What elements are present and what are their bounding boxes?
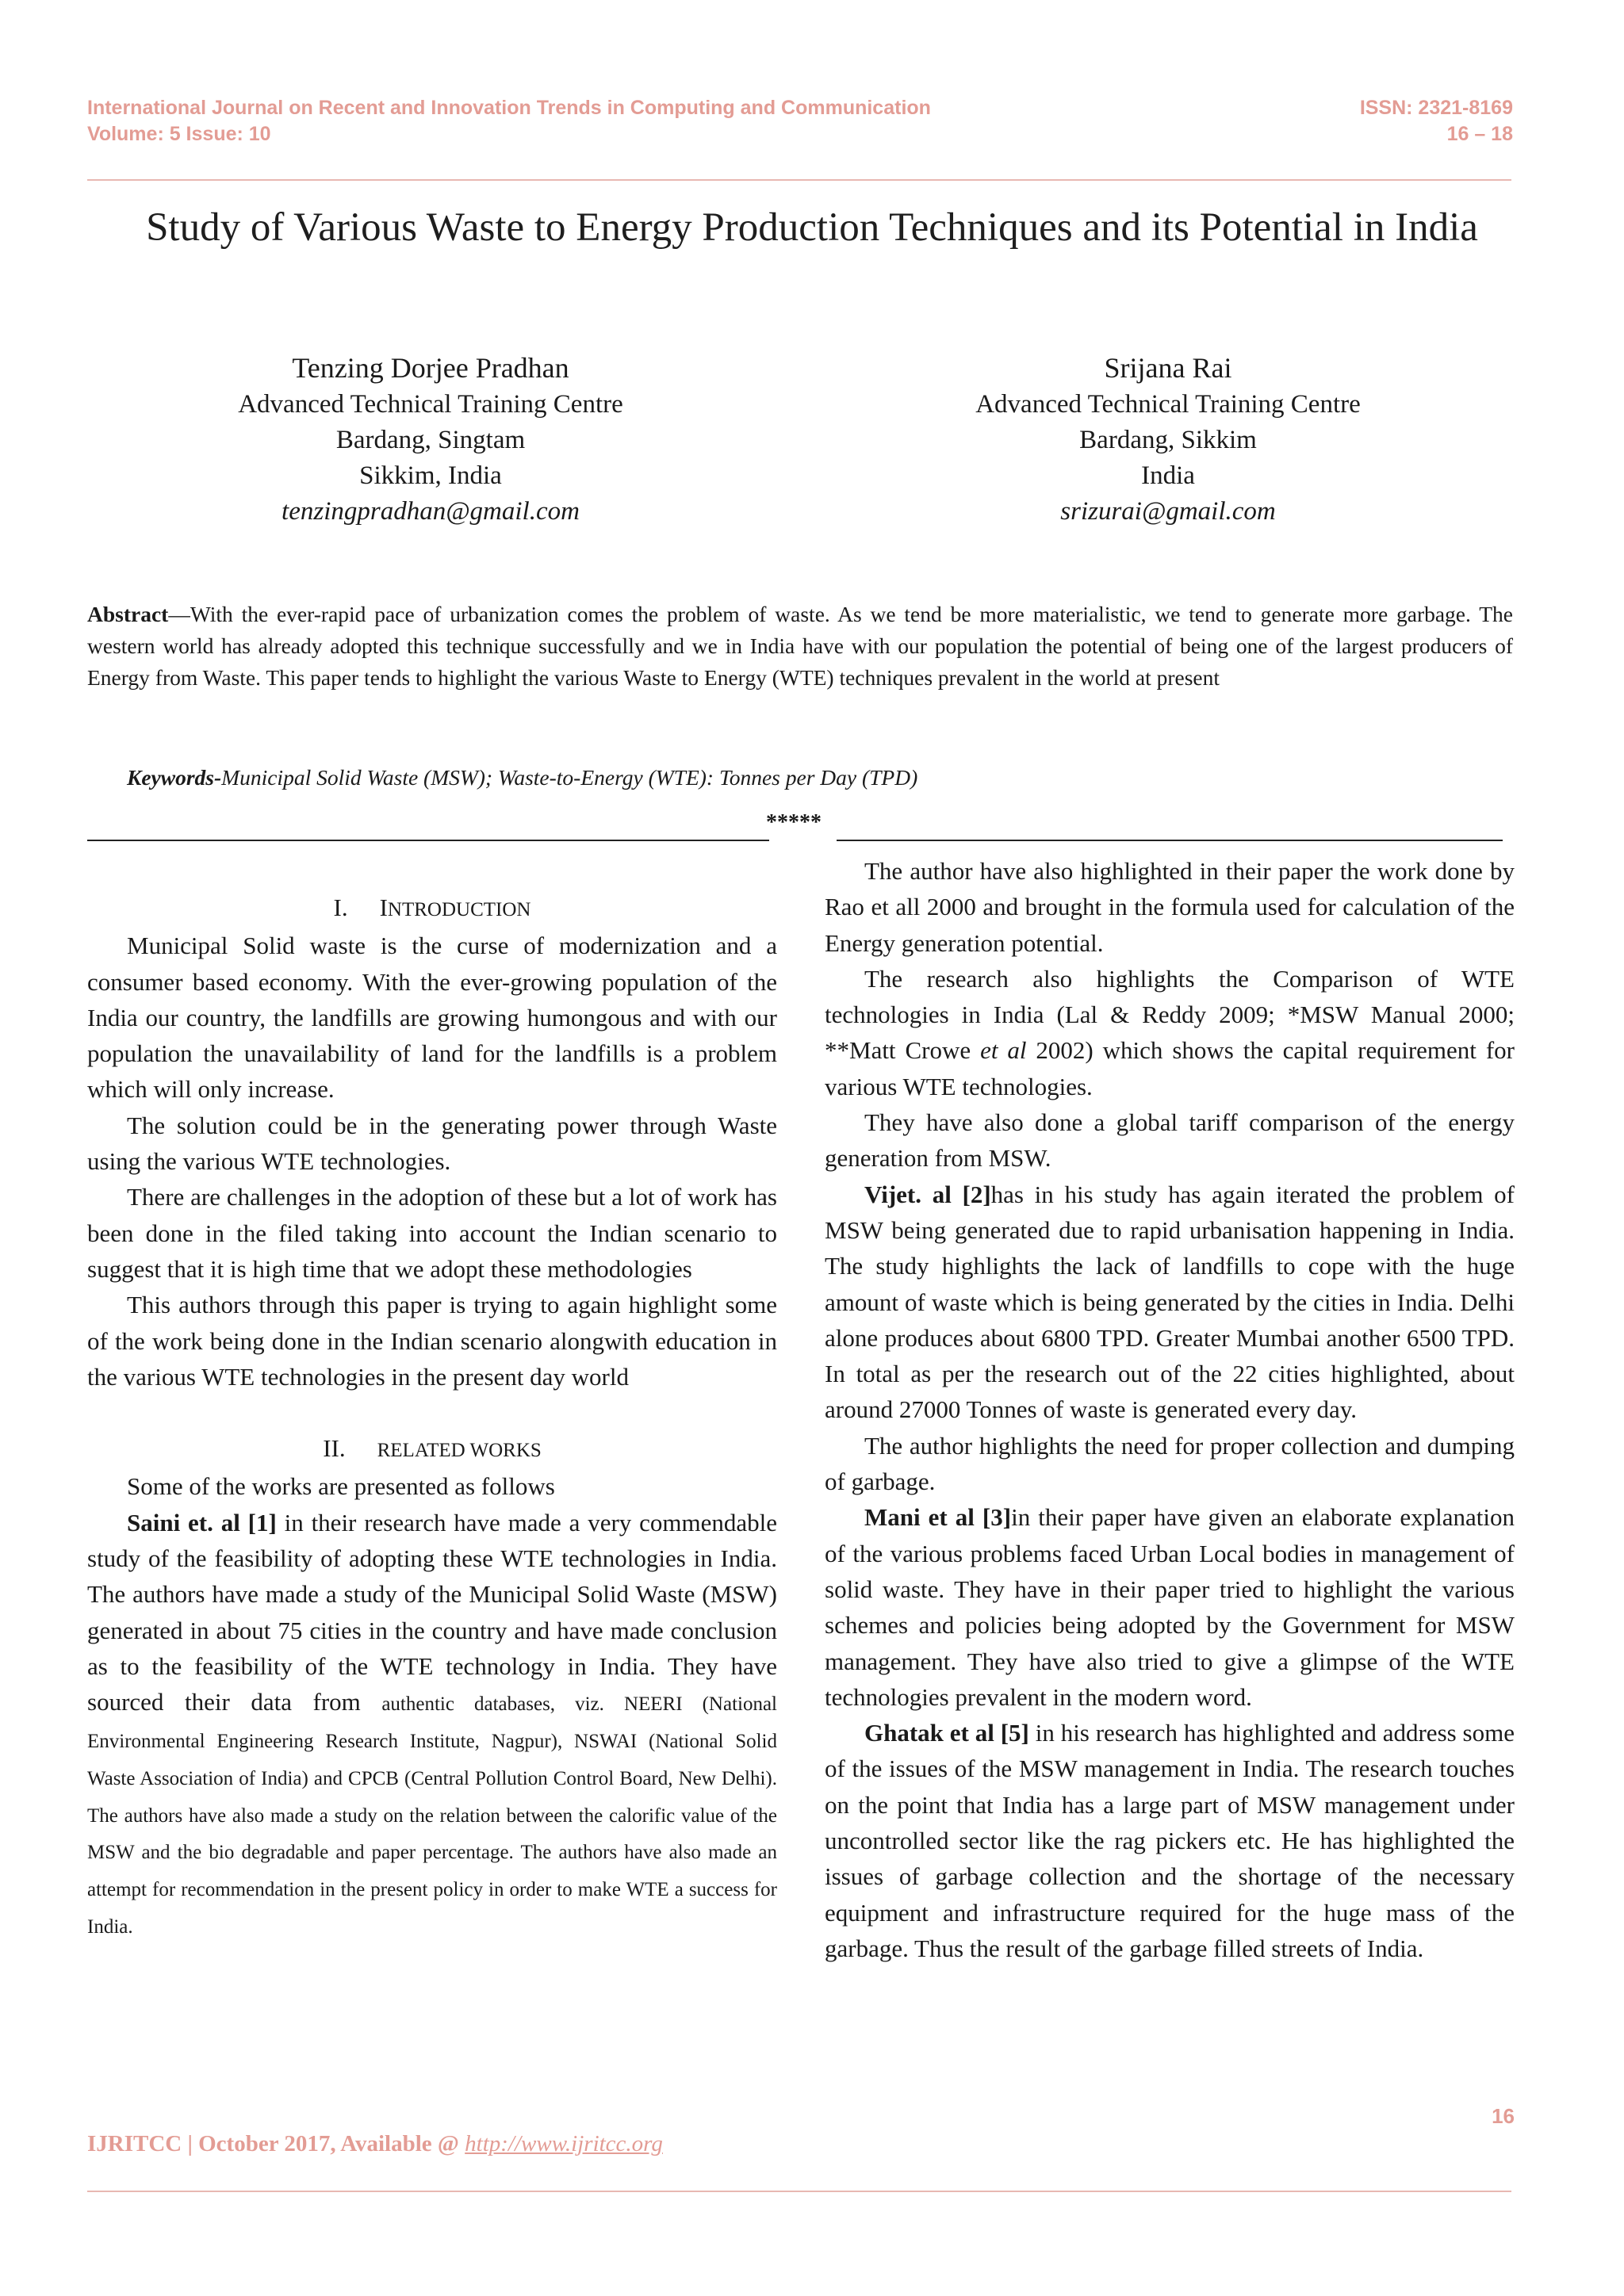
paragraph-text: The research also highlights the Comparison of WTE technologies in India (Lal & Reddy 2009; *MSW Manual 2000; **Matt Crowe [825,964,1515,1065]
author-block-2 [851,349,1485,530]
paragraph-text: in his research has highlighted and address some of the issues of the MSW management in India. The research touches on the point that India has a large part of MSW management under uncontrolled sector like the rag pickers etc. He has highlighted the issues of garbage collection and the shortage of the necessary equipment and infrastructure required for the huge mass of the garbage. Thus the result of the garbage filled streets of India. [825,1719,1515,1962]
keywords [127,762,917,794]
footer-rule [87,2191,1511,2192]
paragraph-text: in their paper have given an elaborate explanation of the various problems faced Urban Local bodies in management of solid waste. They have in their paper tried to highlight the various schemes and policies being adopted by the Government for MSW management. They have also tried to give a glimpse of the WTE technologies prevalent in the modern word. [825,1503,1515,1711]
section-title-initial: I [379,894,388,921]
separator-line-right [837,840,1503,841]
paper-title: Study of Various Waste to Energy Production Techniques and its Potential in India [146,205,1478,250]
paragraph-vijet [825,1177,1515,1428]
paragraph [825,961,1515,1104]
author-name: Tenzing Dorjee Pradhan [292,352,569,384]
paragraph: They have also done a global tariff comparison of the energy generation from MSW. [825,1108,1515,1173]
left-column [87,853,777,1944]
author-address: Bardang, Singtam [335,426,526,454]
paragraph-saini [87,1505,777,1944]
paragraph-text: has in his study has again iterated the problem of MSW being generated due to rapid urbanisation happening in India. The study highlights the lack of landfills to cope with the huge amount of waste which is being generated by the cities in India. Delhi alone produces about 6800 TPD. Greater Mumbai another 6500 TPD. In total as per the research out of the 22 cities highlighted, about around 27000 Tonnes of waste is generated every day. [825,1180,1515,1424]
section-number: I. [333,894,348,921]
footer [87,2131,663,2157]
paragraph-text-small: authentic databases, viz. NEERI (National Environmental Engineering Research Institute, Nagpur), NSWAI (National Solid Waste Association of India) and CPCB (Central Pollution Control Board, New Delhi). The authors have also made a study on the relation between the calorific value of the MSW and the bio degradable and paper percentage. The authors have also made an attempt for recommendation in the present policy in order to make WTE a success for India. [87,1693,778,1938]
author-block-1 [113,349,748,530]
citation-saini: Saini et. al [1] [127,1508,277,1536]
paragraph-text: 2002) which shows the capital requirement for various WTE technologies. [825,1036,1515,1100]
running-header-left [87,95,931,147]
page-number: 16 [1492,2104,1515,2128]
author-name: Srijana Rai [1104,352,1232,384]
footer-link[interactable]: http://www.ijritcc.org [465,2131,663,2156]
volume-issue: Volume: 5 Issue: 10 [87,123,271,145]
abstract-text: —With the ever-rapid pace of urbanization comes the problem of waste. As we tend be more materialistic, we tend to generate more garbage. The western world has already adopted this technique successfully and we in India have with our population the potential of being one of the largest producers of Energy from Waste. This paper tends to highlight the various Waste to Energy (WTE) techniques prevalent in the world at present [87,602,1513,690]
author-address: Sikkim, India [359,461,502,490]
page-range: 16 – 18 [1446,123,1513,145]
footer-text: IJRITCC | October 2017, Available @ [87,2131,465,2156]
right-column [825,853,1515,1966]
citation-vijet: Vijet. al [2] [864,1180,991,1208]
paragraph: The solution could be in the generating power through Waste using the various WTE technologies. [87,1111,777,1176]
header-rule [87,179,1511,181]
section-heading-introduction [87,890,777,928]
author-affiliation: Advanced Technical Training Centre [975,390,1361,419]
paragraph: The author highlights the need for proper collection and dumping of garbage. [825,1431,1515,1496]
author-address: India [1141,461,1195,490]
paragraph-italic: et al [980,1036,1027,1065]
section-number: II. [323,1434,346,1463]
paragraph: The author have also highlighted in their paper the work done by Rao et all 2000 and brought in the formula used for calculation of the Energy generation potential. [825,857,1515,957]
issn: ISSN: 2321-8169 [1359,97,1513,119]
citation-mani: Mani et al [3] [864,1503,1012,1532]
section-title-rest: NTRODUCTION [387,899,531,920]
citation-ghatak: Ghatak et al [5] [864,1719,1029,1747]
paragraph: There are challenges in the adoption of these but a lot of work has been done in the filed taking into account the Indian scenario to suggest that it is high time that we adopt these methodologies [87,1183,777,1283]
paragraph-ghatak [825,1715,1515,1966]
abstract [87,599,1513,694]
author-address: Bardang, Sikkim [1079,426,1257,454]
paragraph: Some of the works are presented as follows [127,1472,555,1501]
section-heading-related-works [87,1430,777,1468]
journal-name: International Journal on Recent and Innovation Trends in Computing and Communication [87,97,931,119]
separator-line-left [87,840,769,841]
separator-stars: ***** [766,810,822,835]
paragraph-text: in their research have made a very commendable study of the feasibility of adopting these WTE technologies in India. The authors have made a study of the Municipal Solid Waste (MSW) generated in about 75 cities in the country and have made conclusion as to the feasibility of the WTE technology in India. They have sourced their data from [87,1508,777,1716]
author-email: tenzingpradhan@gmail.com [282,497,580,526]
keywords-label: Keywords- [127,765,222,790]
paragraph: This authors through this paper is trying to again highlight some of the work being done in the Indian scenario alongwith education in the various WTE technologies in the present day world [87,1291,777,1391]
keywords-text: Municipal Solid Waste (MSW); Waste-to-Energy (WTE): Tonnes per Day (TPD) [221,765,918,790]
author-affiliation: Advanced Technical Training Centre [238,390,623,419]
paragraph: Municipal Solid waste is the curse of modernization and a consumer based economy. With the ever-growing population of the India our country, the landfills are growing humongous and with our population the unavailability of land for the landfills is a problem which will only increase. [87,932,777,1104]
paragraph-mani [825,1499,1515,1715]
section-title: RELATED WORKS [377,1440,542,1462]
running-header-right [1360,95,1513,147]
abstract-label: Abstract [87,602,169,626]
author-email: srizurai@gmail.com [1060,497,1276,526]
